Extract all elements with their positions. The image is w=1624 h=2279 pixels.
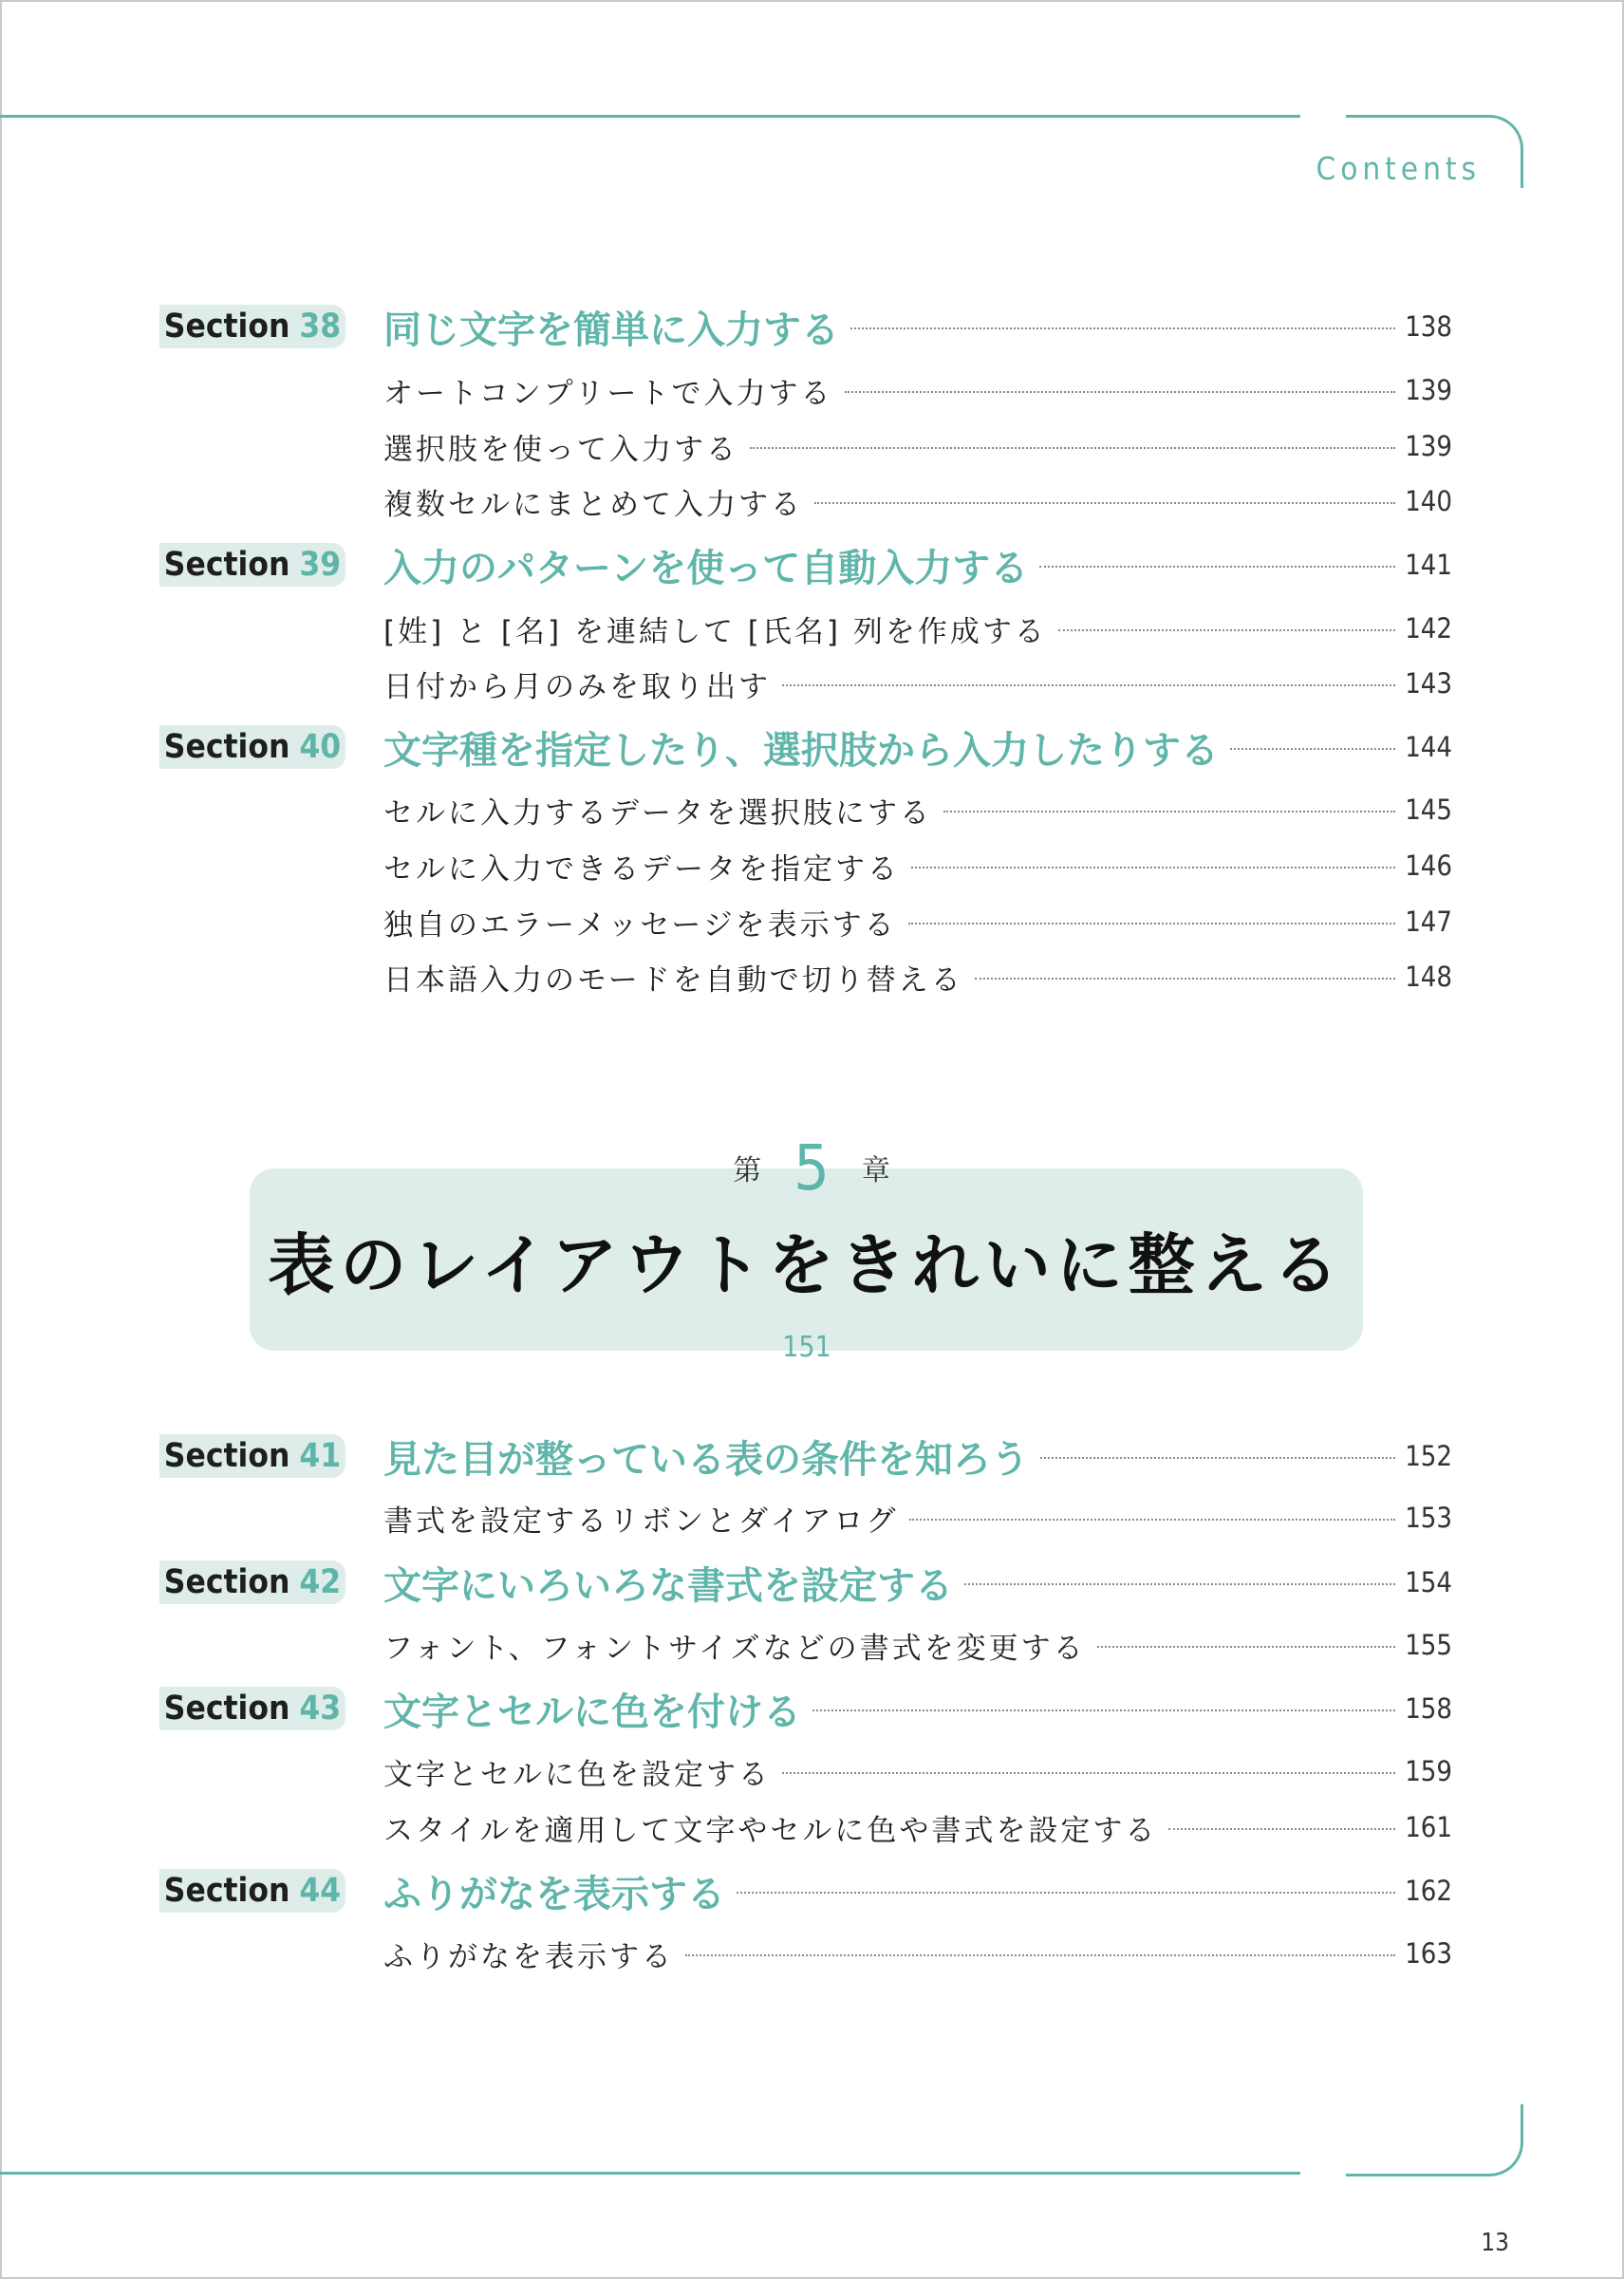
dot-leader	[782, 1772, 1395, 1774]
section-badge	[159, 1434, 345, 1478]
top-rule	[0, 115, 1300, 118]
section-number: 41	[299, 1437, 342, 1475]
page-ref: 140	[1405, 485, 1452, 517]
item-title: 日本語入力のモードを自動で切り替える	[383, 962, 963, 998]
page-ref: 139	[1405, 374, 1452, 406]
page-ref: 158	[1405, 1692, 1452, 1725]
dot-leader	[812, 1709, 1395, 1711]
toc-item[interactable]	[383, 1932, 1452, 1975]
toc-item[interactable]	[383, 955, 1452, 999]
toc-section-entry[interactable]	[383, 1556, 1452, 1609]
item-title: 文字とセルに色を設定する	[383, 1757, 771, 1792]
dot-leader	[909, 1519, 1395, 1521]
page-ref: 161	[1405, 1811, 1452, 1843]
page-ref: 146	[1405, 850, 1452, 882]
section-word: Section	[163, 1437, 290, 1475]
chapter-page-ref: 151	[782, 1331, 831, 1364]
item-title: 独自のエラーメッセージを表示する	[383, 907, 897, 943]
section-badge	[159, 1687, 345, 1730]
section-title: 入力のパターンを使って自動入力する	[383, 546, 1029, 590]
section-number: 39	[299, 546, 342, 584]
toc-section-entry[interactable]	[383, 1864, 1452, 1917]
section-title: ふりがなを表示する	[383, 1872, 725, 1916]
item-title: セルに入力するデータを選択肢にする	[383, 795, 932, 831]
page-ref: 141	[1405, 549, 1452, 581]
chapter-title: 表のレイアウトをきれいに整える	[268, 1225, 1345, 1304]
section-word: Section	[163, 546, 290, 584]
toc-section-entry[interactable]	[383, 1429, 1452, 1483]
toc-item[interactable]	[383, 1805, 1452, 1849]
dot-leader	[943, 811, 1395, 813]
section-title: 見た目が整っている表の条件を知ろう	[383, 1437, 1029, 1482]
chapter-number: 5	[793, 1130, 830, 1205]
chapter-prefix: 第	[733, 1154, 762, 1187]
page-ref: 148	[1405, 961, 1452, 993]
page-ref: 138	[1405, 310, 1452, 343]
dot-leader	[814, 502, 1395, 504]
page-ref: 162	[1405, 1875, 1452, 1907]
section-number: 44	[299, 1872, 342, 1910]
section-word: Section	[163, 1872, 290, 1910]
section-badge	[159, 543, 345, 587]
section-number: 42	[299, 1563, 342, 1601]
toc-section-entry[interactable]	[383, 1682, 1452, 1735]
section-badge	[159, 1869, 345, 1913]
page-ref: 153	[1405, 1502, 1452, 1534]
toc-item[interactable]	[383, 1623, 1452, 1667]
page-ref: 142	[1405, 612, 1452, 644]
dot-leader	[1168, 1828, 1395, 1830]
dot-leader	[975, 978, 1395, 980]
toc-section-entry[interactable]	[383, 300, 1452, 353]
toc-item[interactable]	[383, 788, 1452, 831]
section-badge	[159, 725, 345, 769]
page-ref: 163	[1405, 1937, 1452, 1970]
item-title: 選択肢を使って入力する	[383, 432, 738, 467]
dot-leader	[964, 1583, 1395, 1585]
dot-leader	[850, 327, 1395, 329]
bottom-right-corner-rule	[1346, 2104, 1523, 2176]
dot-leader	[1040, 1457, 1395, 1459]
toc-item[interactable]	[383, 662, 1452, 705]
item-title: 日付から月のみを取り出す	[383, 669, 771, 704]
item-title: セルに入力できるデータを指定する	[383, 851, 900, 887]
section-number: 38	[299, 308, 342, 346]
page-ref: 144	[1405, 731, 1452, 763]
section-title: 同じ文字を簡単に入力する	[383, 308, 839, 352]
bottom-rule	[0, 2172, 1300, 2175]
section-word: Section	[163, 728, 290, 766]
running-header: Contents	[1316, 150, 1481, 187]
page-ref: 143	[1405, 667, 1452, 700]
page-ref: 159	[1405, 1755, 1452, 1787]
page-ref: 145	[1405, 794, 1452, 826]
section-badge	[159, 305, 345, 348]
section-word: Section	[163, 308, 290, 346]
item-title: フォント、フォントサイズなどの書式を変更する	[383, 1631, 1086, 1666]
dot-leader	[845, 391, 1396, 393]
dot-leader	[911, 867, 1395, 869]
chapter-suffix: 章	[861, 1154, 890, 1187]
toc-item[interactable]	[383, 1496, 1452, 1540]
toc-item[interactable]	[383, 479, 1452, 523]
page-ref: 154	[1405, 1566, 1452, 1598]
item-title: ふりがなを表示する	[383, 1939, 674, 1974]
item-title: 書式を設定するリボンとダイアログ	[383, 1504, 899, 1539]
item-title: オートコンプリートで入力する	[383, 376, 833, 411]
dot-leader	[1097, 1646, 1396, 1648]
page-ref: 152	[1405, 1440, 1452, 1472]
section-title: 文字にいろいろな書式を設定する	[383, 1563, 953, 1608]
toc-item[interactable]	[383, 424, 1452, 468]
section-title: 文字とセルに色を付ける	[383, 1690, 801, 1734]
item-title: [姓] と [名] を連結して [氏名] 列を作成する	[383, 614, 1047, 649]
dot-leader	[908, 923, 1396, 925]
page-ref: 155	[1405, 1629, 1452, 1661]
page-ref: 139	[1405, 430, 1452, 462]
dot-leader	[782, 684, 1395, 686]
dot-leader	[1039, 566, 1395, 568]
section-title: 文字種を指定したり、選択肢から入力したりする	[383, 728, 1219, 773]
toc-item[interactable]	[383, 368, 1452, 412]
item-title: 複数セルにまとめて入力する	[383, 487, 803, 522]
dot-leader	[1230, 748, 1395, 750]
page-ref: 147	[1405, 906, 1452, 938]
dot-leader	[737, 1892, 1395, 1894]
toc-section-entry[interactable]	[383, 720, 1452, 774]
toc-item[interactable]	[383, 844, 1452, 887]
toc-item[interactable]	[383, 1749, 1452, 1793]
item-title: スタイルを適用して文字やセルに色や書式を設定する	[383, 1813, 1158, 1848]
section-word: Section	[163, 1563, 290, 1601]
dot-leader	[1058, 629, 1395, 631]
dot-leader	[685, 1954, 1395, 1956]
section-number: 43	[299, 1690, 342, 1728]
section-word: Section	[163, 1690, 290, 1728]
section-badge	[159, 1560, 345, 1604]
folio: 13	[1481, 2229, 1509, 2257]
toc-item[interactable]	[383, 900, 1452, 943]
toc-item[interactable]	[383, 607, 1452, 650]
section-number: 40	[299, 728, 342, 766]
dot-leader	[750, 447, 1395, 449]
toc-section-entry[interactable]	[383, 538, 1452, 591]
chapter-label	[721, 1130, 902, 1205]
